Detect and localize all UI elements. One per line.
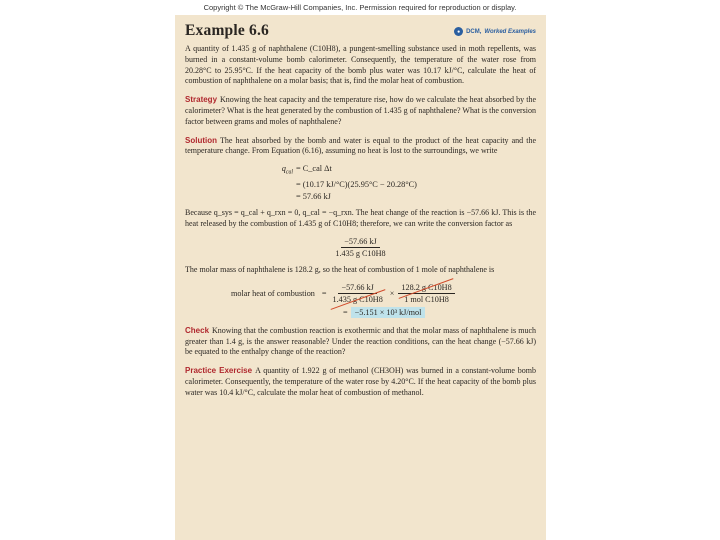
solution-paragraph — [185, 136, 536, 158]
check-text: Knowing that the combustion reaction is exothermic and that the molar mass of naphthalene is much greater than 1.4 g, is the answer reasonable? Under the reaction conditions, can the heat change (−57.66 kJ) be equated to the enthalpy change of the reaction? — [185, 325, 536, 357]
equation-line-3: = 57.66 kJ — [296, 191, 331, 201]
practice-label: Practice Exercise — [185, 366, 253, 376]
example-title: Example 6.6 — [185, 22, 270, 39]
badge-label: DCM, — [466, 28, 482, 35]
equation-line-2: = (10.17 kJ/°C)(25.95°C − 20.28°C) — [296, 180, 417, 190]
solution-label: Solution — [185, 135, 217, 145]
copyright-notice: Copyright © The McGraw-Hill Companies, Inc. Permission required for reproduction or display. — [203, 3, 517, 12]
equation-lhs: $q_{cal}$ — [281, 164, 293, 176]
result-row: = −5.151 × 10³ kJ/mol — [343, 307, 536, 318]
because-paragraph: Because q_sys = q_cal + q_rxn = 0, q_cal = −q_rxn. The heat change of the reaction is −57.66 kJ. This is the heat released by the combustion of 1.435 g of C10H8; therefore, we can write the conversion factor as — [185, 208, 536, 229]
equation-line-1: = C_cal Δt — [296, 164, 332, 174]
heat-per-gram-fraction — [330, 283, 386, 304]
textbook-page — [175, 15, 546, 540]
practice-text: A quantity of 1.922 g of methanol (CH3OH) was burned in a constant-volume bomb calorimeter. Consequently, the temperature of the water rose by 4.20°C. If the heat capacity of the bomb plus water was 10.4 kJ/°C, calculate the molar heat of combustion of methanol. — [185, 366, 537, 397]
heat-equation — [271, 163, 536, 202]
molar-mass-fraction — [398, 283, 454, 304]
conversion-numerator: −57.66 kJ — [341, 237, 379, 248]
equation-line — [271, 179, 536, 191]
equation-line — [271, 163, 536, 179]
molar-heat-equation: molar heat of combustion = $\frac{-57.66 kJ}{\text{1.435 g C10H8}}$ × $\frac{\text{128.2 g C10H8}}{\text{1 mol C10H8}}$ = −5.151 × 10³ kJ/mol — [231, 283, 536, 318]
fraction2-denominator: 1 mol C10H8 — [404, 294, 449, 304]
fraction2-numerator: 128.2 g C10H8 — [398, 283, 454, 294]
strategy-paragraph — [185, 95, 536, 127]
conversion-denominator: 1.435 g C10H8 — [335, 248, 386, 258]
practice-paragraph — [185, 366, 536, 398]
molar-mass-paragraph: The molar mass of naphthalene is 128.2 g, so the heat of combustion of 1 mole of naphthalene is — [185, 264, 495, 274]
strategy-text: Knowing the heat capacity and the temperature rise, how do we calculate the heat absorbed by the calorimeter? What is the heat generated by the combustion of 1.435 g of naphthalene? What is the conversion factor between grams and moles of naphthalene? — [185, 95, 536, 126]
globe-icon: ● — [454, 27, 463, 36]
problem-statement: A quantity of 1.435 g of naphthalene (C10H8), a pungent-smelling substance used in moth repellents, was burned in a constant-volume bomb calorimeter. Consequently, the temperature of the water rose from 20.28°C to 25.95°C. If the heat capacity of the bomb plus water was 10.17 kJ/°C, calculate the heat of combustion of naphthalene on a molar basis; that is, find the molar heat of combustion. — [185, 44, 536, 86]
fraction1-denominator: 1.435 g C10H8 — [330, 294, 386, 304]
strategy-label: Strategy — [185, 95, 218, 105]
example-header — [185, 19, 536, 41]
check-label: Check — [185, 325, 210, 335]
molar-heat-label: molar heat of combustion — [231, 288, 315, 298]
equation-line — [271, 191, 536, 203]
result-highlight: −5.151 × 10³ kJ/mol — [351, 307, 426, 318]
conversion-factor — [185, 237, 536, 258]
check-paragraph — [185, 326, 536, 358]
conversion-fraction — [332, 237, 388, 258]
fraction1-numerator: −57.66 kJ — [338, 283, 376, 294]
solution-text: The heat absorbed by the bomb and water is equal to the product of the heat capacity and the temperature change. From Equation (6.16), assuming no heat is lost to the surroundings, we write — [185, 135, 536, 156]
worked-examples-badge[interactable] — [454, 27, 536, 36]
badge-sub: Worked Examples — [484, 28, 536, 35]
